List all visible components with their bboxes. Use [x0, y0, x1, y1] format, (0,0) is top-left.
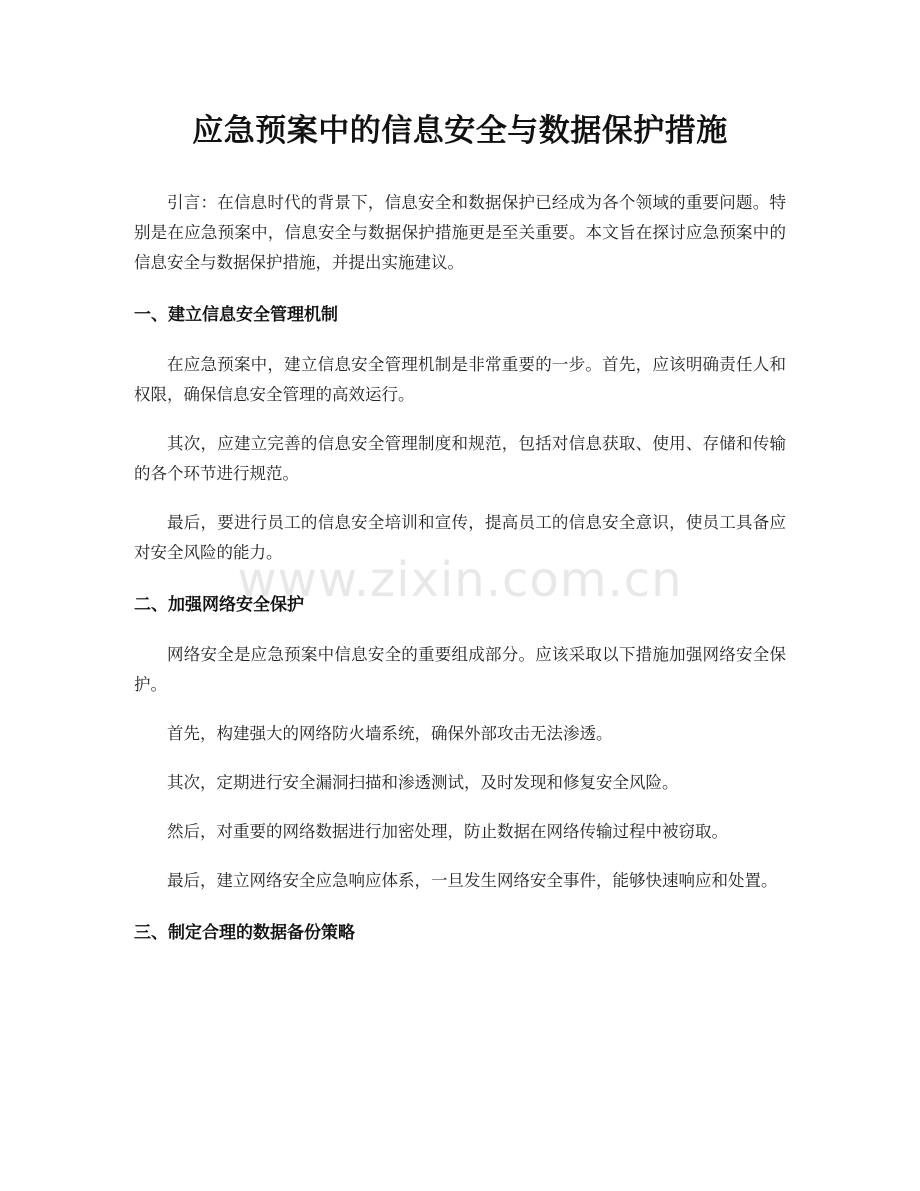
section-2-paragraph-5: 最后，建立网络安全应急响应体系，一旦发生网络安全事件，能够快速响应和处置。 — [167, 871, 778, 890]
section-1-paragraph-1: 在应急预案中，建立信息安全管理机制是非常重要的一步。首先，应该明确责任人和权限，确保信息安全管理的高效运行。 — [134, 355, 786, 404]
section-heading-2: 二、加强网络安全保护 — [134, 595, 304, 615]
watermark: www.zixin.com.cn — [237, 552, 683, 608]
intro-paragraph: 引言：在信息时代的背景下，信息安全和数据保护已经成为各个领域的重要问题。特别是在应急预案中，信息安全与数据保护措施更是至关重要。本文旨在探讨应急预案中的信息安全与数据保护措施，并提出实施建议。 — [134, 193, 786, 272]
section-2-paragraph-2: 首先，构建强大的网络防火墙系统，确保外部攻击无法渗透。 — [167, 724, 613, 743]
section-2-paragraph-1: 网络安全是应急预案中信息安全的重要组成部分。应该采取以下措施加强网络安全保护。 — [134, 645, 786, 694]
document-title: 应急预案中的信息安全与数据保护措施 — [192, 113, 728, 149]
section-heading-3: 三、制定合理的数据备份策略 — [134, 923, 355, 943]
section-2-paragraph-3: 其次，定期进行安全漏洞扫描和渗透测试，及时发现和修复安全风险。 — [167, 773, 679, 792]
section-1-paragraph-2: 其次，应建立完善的信息安全管理制度和规范，包括对信息获取、使用、存储和传输的各个环节进行规范。 — [134, 434, 786, 483]
section-1-paragraph-3: 最后，要进行员工的信息安全培训和宣传，提高员工的信息安全意识，使员工具备应对安全风险的能力。 — [134, 513, 786, 562]
section-2-paragraph-4: 然后，对重要的网络数据进行加密处理，防止数据在网络传输过程中被窃取。 — [167, 822, 728, 841]
section-heading-1: 一、建立信息安全管理机制 — [134, 305, 338, 325]
